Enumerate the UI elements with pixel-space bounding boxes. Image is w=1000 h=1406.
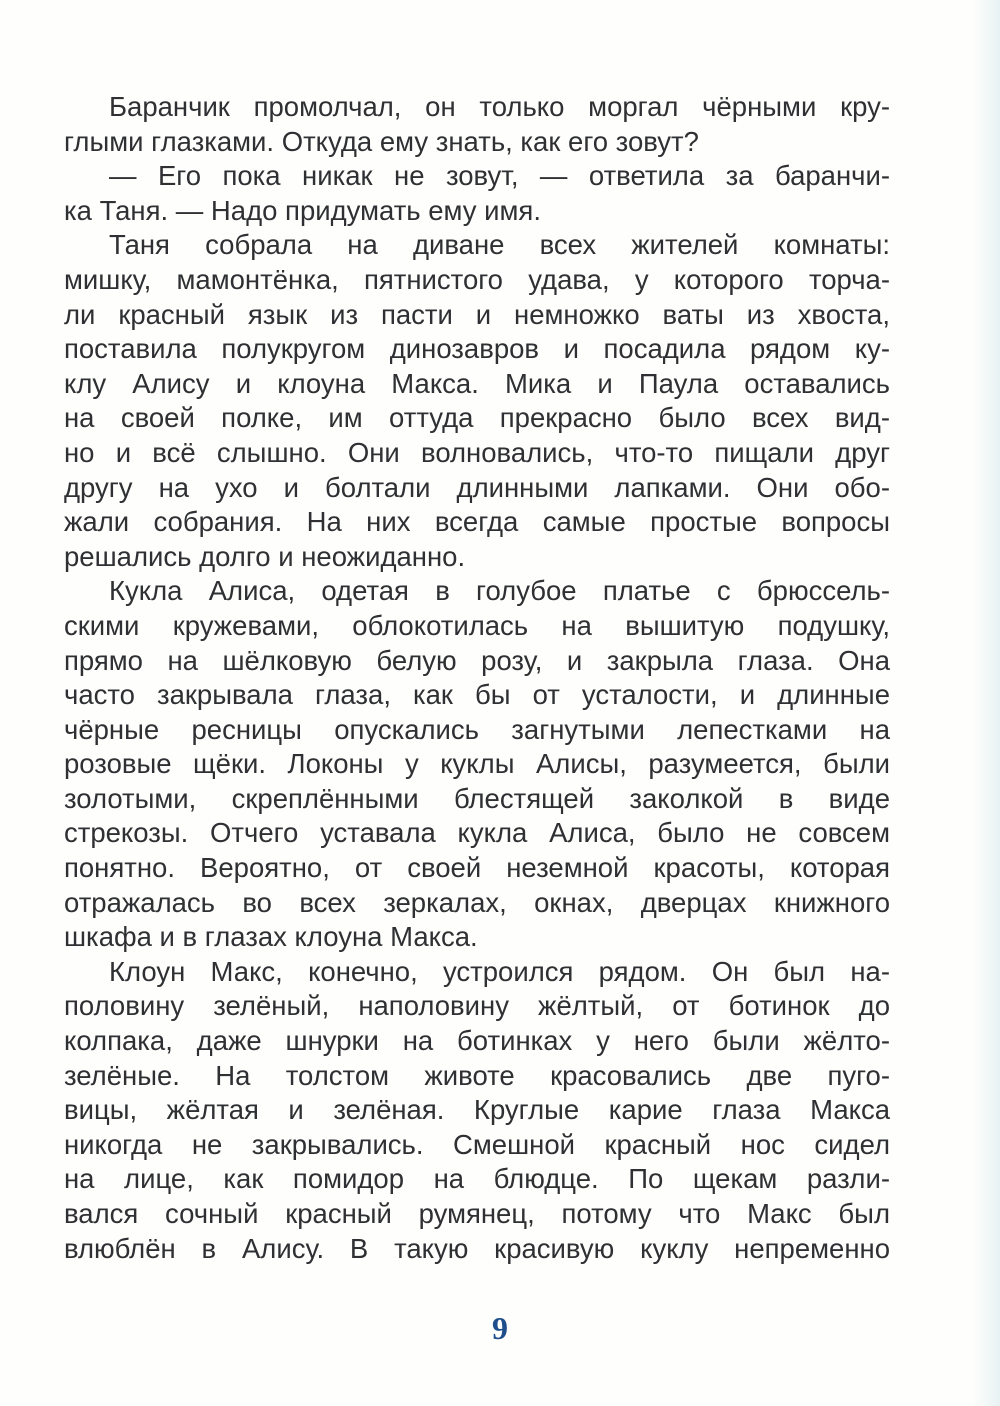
- text-line: скими кружевами, облокотилась на вышитую подушку,: [64, 609, 890, 641]
- text-line: ка Таня. — Надо придумать ему имя.: [64, 194, 541, 226]
- text-line: половину зелёный, наполовину жёлтый, от ботинок до: [64, 990, 890, 1022]
- text-line: Кукла Алиса, одетая в голубое платье с брюссель-: [109, 575, 890, 607]
- text-line: Таня собрала на диване всех жителей комнаты:: [109, 229, 890, 261]
- text-line: глыми глазками. Откуда ему знать, как его зовут?: [64, 125, 699, 157]
- page-number: 9: [492, 1310, 508, 1346]
- text-line: — Его пока никак не зовут, — ответила за баранчи-: [109, 160, 890, 192]
- text-line: понятно. Вероятно, от своей неземной красоты, которая: [64, 852, 890, 884]
- text-line: клу Алису и клоуна Макса. Мика и Паула оставались: [64, 367, 890, 399]
- page-edge-shade: [972, 0, 1000, 1406]
- text-line: на своей полке, им оттуда прекрасно было всех вид-: [64, 402, 890, 434]
- text-line: вицы, жёлтая и зелёная. Круглые карие глаза Макса: [64, 1094, 890, 1126]
- text-line: часто закрывала глаза, как бы от усталости, и длинные: [64, 679, 890, 711]
- text-line: на лице, как помидор на блюдце. По щекам разли-: [64, 1163, 890, 1195]
- text-line: Клоун Макс, конечно, устроился рядом. Он был на-: [109, 955, 890, 987]
- text-line: прямо на шёлковую белую розу, и закрыла глаза. Она: [64, 644, 890, 676]
- text-line: стрекозы. Отчего уставала кукла Алиса, было не совсем: [64, 817, 890, 849]
- text-line: розовые щёки. Локоны у куклы Алисы, разумеется, были: [64, 748, 890, 780]
- text-line: жали собрания. На них всегда самые простые вопросы: [64, 506, 890, 538]
- text-line: ли красный язык из пасти и немножко ваты из хвоста,: [64, 298, 890, 330]
- text-line: колпака, даже шнурки на ботинках у него были жёлто-: [64, 1025, 890, 1057]
- text-line: чёрные ресницы опускались загнутыми лепестками на: [64, 713, 890, 745]
- text-line: никогда не закрывались. Смешной красный нос сидел: [64, 1128, 890, 1160]
- text-line: другу на ухо и болтали длинными лапками. Они обо-: [64, 471, 890, 503]
- text-line: золотыми, скреплёнными блестящей заколкой в виде: [64, 782, 890, 814]
- text-line: решались долго и неожиданно.: [64, 540, 466, 572]
- text-line: вался сочный красный румянец, потому что Макс был: [64, 1198, 890, 1229]
- text-line: шкафа и в глазах клоуна Макса.: [64, 921, 478, 953]
- text-line: поставила полукругом динозавров и посадила рядом ку-: [64, 333, 890, 365]
- body-text: [64, 90, 890, 1266]
- text-line: Баранчик промолчал, он только моргал чёрными кру-: [109, 91, 890, 122]
- text-line: зелёные. На толстом животе красовались две пуго-: [64, 1059, 890, 1091]
- text-line: влюблён в Алису. В такую красивую куклу непременно: [64, 1232, 890, 1264]
- text-line: отражалась во всех зеркалах, окнах, дверцах книжного: [64, 886, 890, 918]
- text-line: мишку, мамонтёнка, пятнистого удава, у которого торча-: [64, 263, 890, 295]
- text-line: но и всё слышно. Они волновались, что-то пищали друг: [64, 436, 890, 468]
